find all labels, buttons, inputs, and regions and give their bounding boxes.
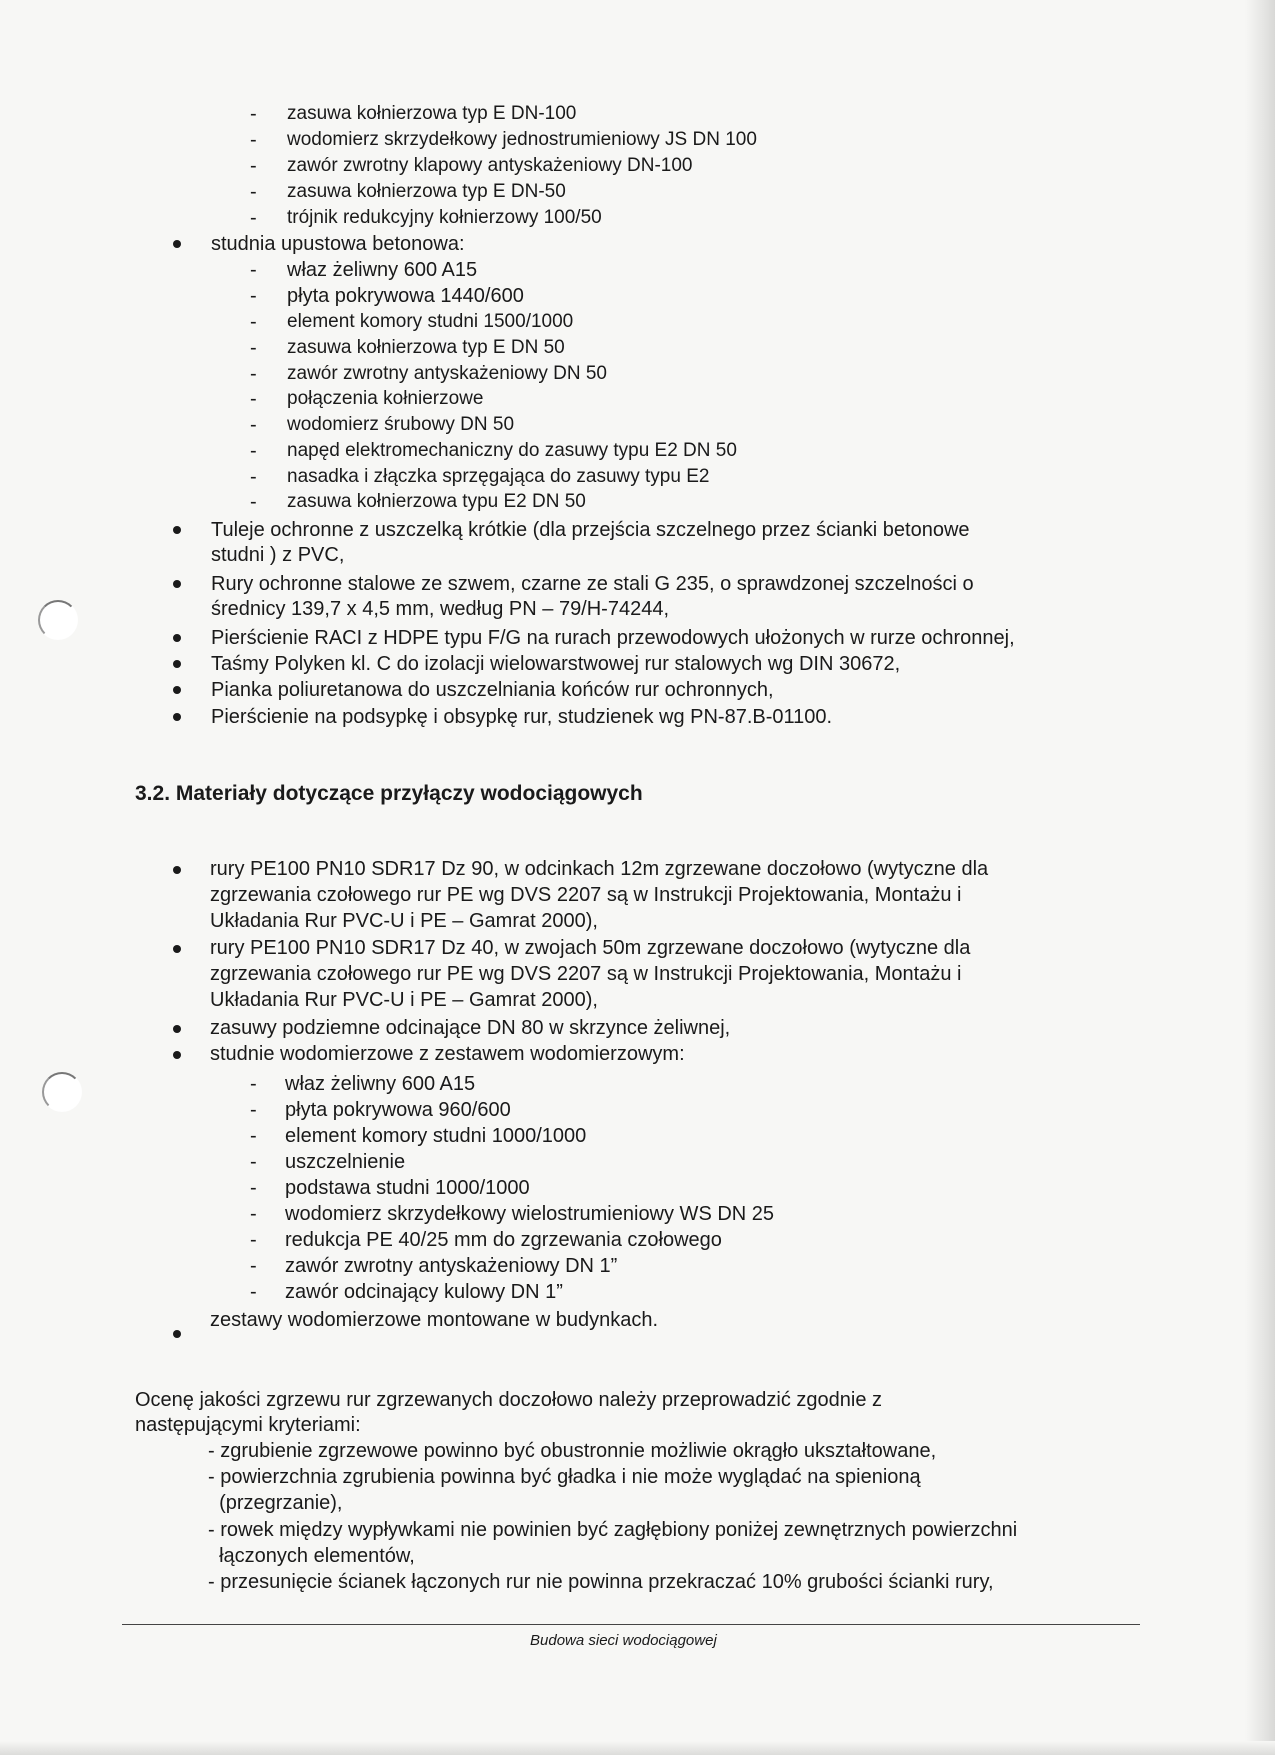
list-item: zestawy wodomierzowe montowane w budynkach. — [210, 1309, 658, 1331]
list-item: zasuwa kołnierzowa typ E DN-50 — [287, 181, 566, 202]
bullet — [173, 526, 181, 534]
punch-hole — [42, 1072, 82, 1112]
page-bottom-shadow — [0, 1741, 1275, 1755]
bullet — [173, 686, 181, 694]
list-dash: - — [250, 1281, 257, 1303]
page-edge-shadow — [1245, 0, 1275, 1755]
list-item: zawór zwrotny antyskażeniowy DN 1” — [285, 1255, 618, 1277]
bullet — [173, 713, 181, 721]
list-item-continuation: średnicy 139,7 x 4,5 mm, według PN – 79/H-74244, — [211, 598, 670, 620]
list-dash: - — [250, 129, 257, 151]
list-dash: - — [250, 1073, 257, 1095]
list-item: rury PE100 PN10 SDR17 Dz 40, w zwojach 50m zgrzewane doczołowo (wytyczne dla — [210, 937, 971, 959]
bullet — [173, 1330, 181, 1338]
page-footer: Budowa sieci wodociągowej — [530, 1632, 717, 1649]
list-item: studnia upustowa betonowa: — [211, 233, 465, 255]
list-dash: - — [250, 285, 257, 307]
list-item: zasuwy podziemne odcinające DN 80 w skrzynce żeliwnej, — [210, 1017, 731, 1039]
bullet — [173, 1051, 181, 1059]
list-item: płyta pokrywowa 960/600 — [285, 1099, 511, 1121]
list-dash: - — [250, 1151, 257, 1173]
list-item: redukcja PE 40/25 mm do zgrzewania czołowego — [285, 1229, 722, 1251]
list-item-continuation: Układania Rur PVC-U i PE – Gamrat 2000), — [210, 910, 598, 932]
list-item: element komory studni 1000/1000 — [285, 1125, 587, 1147]
section-heading: 3.2. Materiały dotyczące przyłączy wodociągowych — [135, 782, 643, 805]
list-item: zawór zwrotny antyskażeniowy DN 50 — [287, 363, 607, 384]
footer-divider — [122, 1624, 1140, 1625]
paragraph-line: następującymi kryteriami: — [135, 1414, 361, 1436]
list-item: Taśmy Polyken kl. C do izolacji wielowarstwowej rur stalowych wg DIN 30672, — [211, 653, 901, 675]
list-item-continuation: zgrzewania czołowego rur PE wg DVS 2207 są w Instrukcji Projektowania, Montażu i — [210, 884, 962, 906]
list-item: podstawa studni 1000/1000 — [285, 1177, 530, 1199]
list-item: element komory studni 1500/1000 — [287, 311, 574, 332]
list-item: zasuwa kołnierzowa typu E2 DN 50 — [287, 491, 586, 512]
list-dash: - — [250, 1203, 257, 1225]
list-item: zasuwa kołnierzowa typ E DN 50 — [287, 337, 565, 358]
list-item-continuation: zgrzewania czołowego rur PE wg DVS 2207 są w Instrukcji Projektowania, Montażu i — [210, 963, 962, 985]
list-dash: - — [250, 259, 257, 281]
paragraph-line: Ocenę jakości zgrzewu rur zgrzewanych doczołowo należy przeprowadzić zgodnie z — [135, 1389, 883, 1411]
bullet — [173, 945, 181, 953]
list-dash: - — [250, 181, 257, 203]
bullet — [173, 634, 181, 642]
list-dash: - — [250, 155, 257, 177]
list-dash: - — [250, 440, 257, 462]
criterion-line: (przegrzanie), — [208, 1492, 343, 1514]
criterion-line: - zgrubienie zgrzewowe powinno być obustronnie możliwie okrągło ukształtowane, — [208, 1440, 937, 1462]
list-item: studnie wodomierzowe z zestawem wodomierzowym: — [210, 1043, 685, 1065]
bullet — [173, 580, 181, 588]
list-item: Rury ochronne stalowe ze szwem, czarne ze stali G 235, o sprawdzonej szczelności o — [211, 573, 974, 595]
bullet — [173, 1025, 181, 1033]
criterion-line: - powierzchnia zgrubienia powinna być gładka i nie może wyglądać na spienioną — [208, 1466, 921, 1488]
list-item-continuation: Układania Rur PVC-U i PE – Gamrat 2000), — [210, 989, 598, 1011]
punch-hole — [38, 600, 78, 640]
list-dash: - — [250, 1099, 257, 1121]
list-item: Tuleje ochronne z uszczelką krótkie (dla przejścia szczelnego przez ścianki betonowe — [211, 519, 970, 541]
list-dash: - — [250, 103, 257, 125]
list-item: połączenia kołnierzowe — [287, 388, 484, 409]
list-item: Pianka poliuretanowa do uszczelniania końców rur ochronnych, — [211, 679, 774, 701]
list-dash: - — [250, 1229, 257, 1251]
list-item: właz żeliwny 600 A15 — [287, 259, 478, 281]
list-item: zawór odcinający kulowy DN 1” — [285, 1281, 563, 1303]
list-dash: - — [250, 1177, 257, 1199]
list-dash: - — [250, 207, 257, 229]
criterion-line: - przesunięcie ścianek łączonych rur nie powinna przekraczać 10% grubości ścianki rury, — [208, 1571, 994, 1593]
list-dash: - — [250, 388, 257, 410]
list-item: zasuwa kołnierzowa typ E DN-100 — [287, 103, 577, 124]
list-item: zawór zwrotny klapowy antyskażeniowy DN-100 — [287, 155, 693, 176]
bullet — [173, 866, 181, 874]
criterion-line: łączonych elementów, — [208, 1545, 415, 1567]
list-dash: - — [250, 337, 257, 359]
list-item: uszczelnienie — [285, 1151, 406, 1173]
bullet — [173, 660, 181, 668]
list-item: Pierścienie RACI z HDPE typu F/G na rurach przewodowych ułożonych w rurze ochronnej, — [211, 627, 1015, 649]
list-item: rury PE100 PN10 SDR17 Dz 90, w odcinkach 12m zgrzewane doczołowo (wytyczne dla — [210, 858, 989, 880]
criterion-line: - rowek między wypływkami nie powinien być zagłębiony poniżej zewnętrznych powierzchni — [208, 1519, 1018, 1541]
list-dash: - — [250, 414, 257, 436]
list-item: trójnik redukcyjny kołnierzowy 100/50 — [287, 207, 602, 228]
list-dash: - — [250, 363, 257, 385]
list-item: Pierścienie na podsypkę i obsypkę rur, studzienek wg PN-87.B-01100. — [211, 706, 833, 728]
list-item-continuation: studni ) z PVC, — [211, 544, 345, 566]
list-item: nasadka i złączka sprzęgająca do zasuwy typu E2 — [287, 466, 710, 487]
list-item: wodomierz skrzydełkowy wielostrumieniowy WS DN 25 — [285, 1203, 775, 1225]
list-item: napęd elektromechaniczny do zasuwy typu E2 DN 50 — [287, 440, 737, 461]
list-item: wodomierz skrzydełkowy jednostrumieniowy JS DN 100 — [287, 129, 757, 150]
list-item: wodomierz śrubowy DN 50 — [287, 414, 515, 435]
list-dash: - — [250, 466, 257, 488]
list-dash: - — [250, 1255, 257, 1277]
list-dash: - — [250, 311, 257, 333]
list-dash: - — [250, 491, 257, 513]
bullet — [173, 240, 181, 248]
list-item: płyta pokrywowa 1440/600 — [287, 285, 524, 307]
list-item: właz żeliwny 600 A15 — [285, 1073, 476, 1095]
list-dash: - — [250, 1125, 257, 1147]
